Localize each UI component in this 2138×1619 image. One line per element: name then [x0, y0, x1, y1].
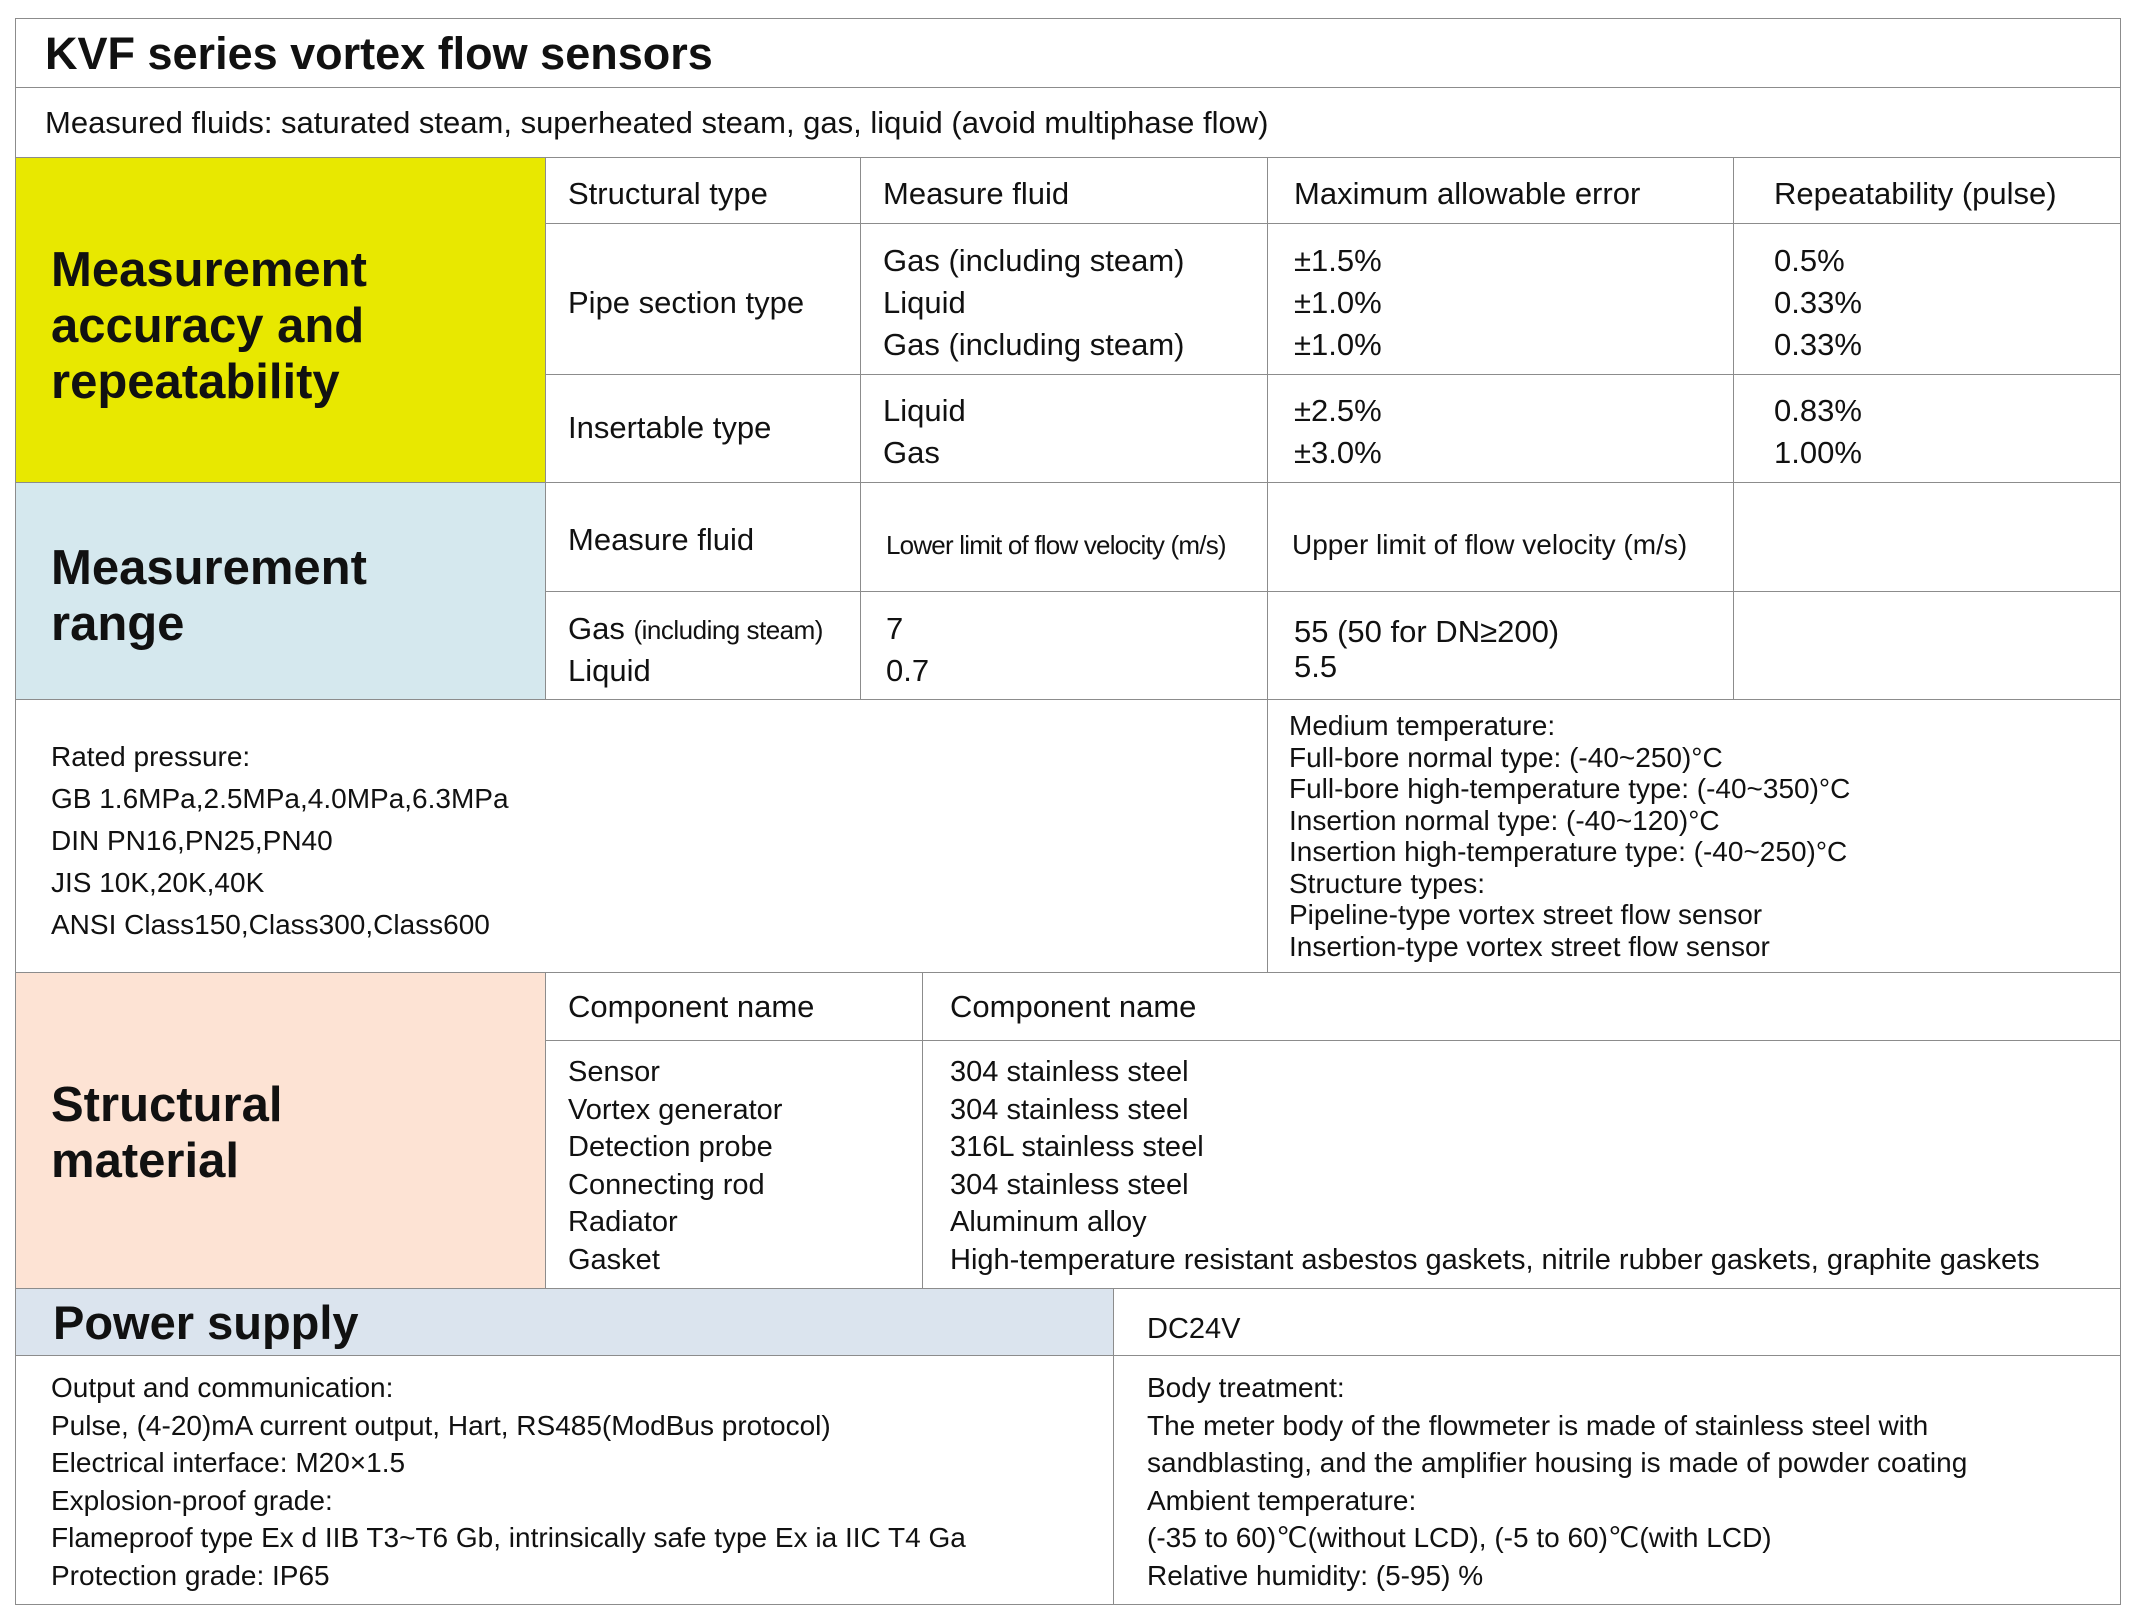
divider	[15, 1355, 2121, 1356]
divider	[15, 87, 2121, 88]
insertable-type: Insertable type	[568, 410, 772, 445]
pipe-errors: ±1.5% ±1.0% ±1.0%	[1294, 243, 1382, 362]
range-header-fluid: Measure fluid	[568, 522, 755, 557]
body-treatment-block: Body treatment: The meter body of the flowmeter is made of stainless steel with sandblasting, and the amplifier housing is made of powder coating Ambient temperature: (-35 to 60)℃(without LCD), (-5 to 60)℃(with LCD) Relative humidity: (5-95) %	[1147, 1372, 1968, 1591]
header-structural-type: Structural type	[568, 176, 768, 211]
divider	[545, 157, 546, 699]
divider	[545, 1040, 2121, 1041]
power-section-title: Power supply	[53, 1296, 359, 1349]
range-section-title: Measurement range	[51, 541, 367, 651]
measured-fluids-text: Measured fluids: saturated steam, superheated steam, gas, liquid (avoid multiphase flow)	[45, 105, 1269, 140]
insert-repeatability: 0.83% 1.00%	[1774, 393, 1862, 470]
range-liquid-label: Liquid	[568, 653, 651, 688]
divider	[1733, 157, 1734, 699]
divider	[15, 972, 2121, 973]
material-list: 304 stainless steel 304 stainless steel 316L stainless steel 304 stainless steel Aluminum alloy High-temperature resistant asbestos gaskets, nitrile rubber gaskets, graphite gaskets	[950, 1056, 2040, 1276]
range-header-upper: Upper limit of flow velocity (m/s)	[1292, 529, 1688, 560]
divider	[860, 157, 861, 699]
range-lower-values: 7 0.7	[886, 611, 930, 688]
range-header-lower: Lower limit of flow velocity (m/s)	[886, 530, 1226, 560]
divider	[15, 157, 2121, 158]
range-upper-gas: 55 (50 for DN≥200)	[1294, 614, 1560, 649]
divider	[545, 972, 546, 1288]
material-section-title: Structural material	[51, 1078, 283, 1188]
pipe-fluids: Gas (including steam) Liquid Gas (including steam)	[883, 243, 1185, 362]
divider	[1267, 157, 1268, 972]
divider	[1113, 1288, 1114, 1605]
insert-errors: ±2.5% ±3.0%	[1294, 393, 1382, 470]
divider	[15, 699, 2121, 700]
header-repeatability: Repeatability (pulse)	[1774, 176, 2057, 211]
accuracy-section-title: Measurement accuracy and repeatability	[51, 243, 367, 409]
output-communication-block: Output and communication: Pulse, (4-20)mA current output, Hart, RS485(ModBus protocol) Electrical interface: M20×1.5 Explosion-proof grade: Flameproof type Ex d IIB T3~T6 Gb, intrinsically safe type Ex ia IIC T4 Ga Protection grade: IP65	[51, 1372, 966, 1591]
rated-pressure-block: Rated pressure: GB 1.6MPa,2.5MPa,4.0MPa,6.3MPa DIN PN16,PN25,PN40 JIS 10K,20K,40K ANSI Class150,Class300,Class600	[51, 741, 509, 940]
range-gas-label: Gas (including steam)	[568, 611, 823, 646]
material-header-component: Component name	[568, 989, 815, 1024]
power-supply-value: DC24V	[1147, 1313, 1241, 1345]
divider	[545, 374, 2121, 375]
insert-fluids: Liquid Gas	[883, 393, 966, 470]
range-upper-liquid: 5.5	[1294, 649, 1338, 684]
pipe-repeatability: 0.5% 0.33% 0.33%	[1774, 243, 1862, 362]
divider	[922, 972, 923, 1288]
pipe-section-type: Pipe section type	[568, 285, 805, 320]
page-title: KVF series vortex flow sensors	[45, 28, 713, 79]
divider	[15, 1288, 2121, 1289]
material-header-material: Component name	[950, 989, 1197, 1024]
header-max-error: Maximum allowable error	[1294, 176, 1641, 211]
component-list: Sensor Vortex generator Detection probe Connecting rod Radiator Gasket	[568, 1056, 783, 1276]
divider	[15, 482, 2121, 483]
divider	[545, 591, 2121, 592]
header-measure-fluid: Measure fluid	[883, 176, 1070, 211]
medium-temperature-block: Medium temperature: Full-bore normal type: (-40~250)°C Full-bore high-temperature type: (-40~350)°C Insertion normal type: (-40~120)°C Insertion high-temperature type: (-40~250)°C Structure types: Pipeline-type vortex street flow sensor Insertion-type vortex street flow sensor	[1289, 710, 1851, 962]
divider	[545, 223, 2121, 224]
